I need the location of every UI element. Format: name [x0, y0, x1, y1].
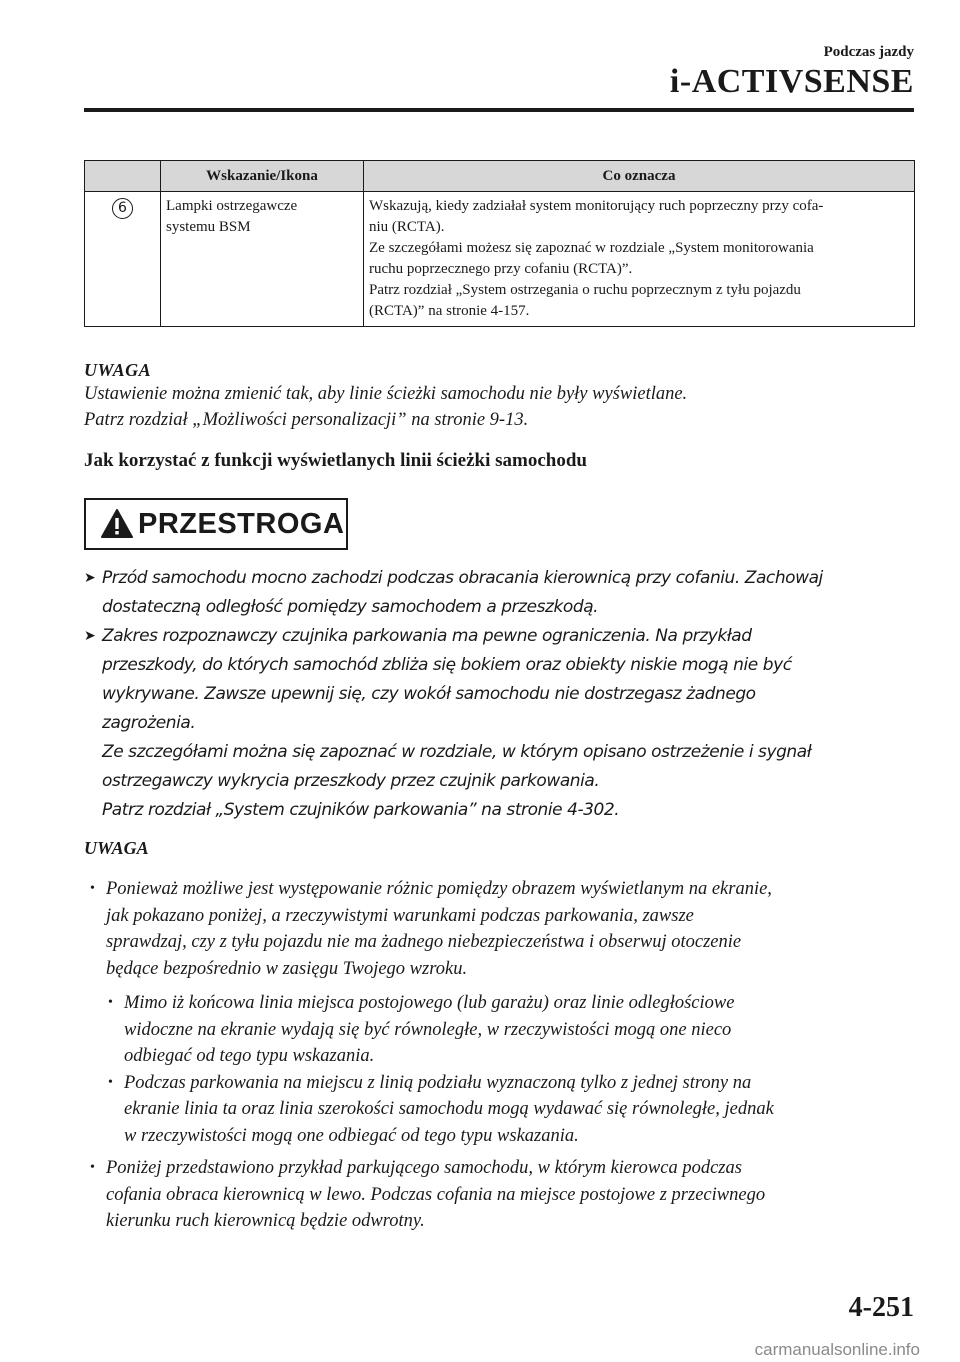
indicator-line: systemu BSM: [166, 219, 251, 235]
note-sub-bullet: [84, 990, 924, 1070]
note-bullet-list: [84, 1155, 924, 1235]
page-header: [670, 44, 914, 99]
caution-line: Patrz rozdział „System czujników parkowania” na stronie 4-302.: [102, 800, 620, 820]
note-sub-bullet: [84, 1070, 924, 1150]
arrow-bullet-icon: ➤: [84, 628, 96, 644]
table-header-number: [85, 161, 161, 192]
note-line: odbiegać od tego typu wskazania.: [124, 1046, 375, 1066]
caution-list: [84, 564, 924, 825]
meaning-line: niu (RCTA).: [369, 219, 445, 235]
indicator-table: [84, 160, 915, 327]
caution-item: [84, 622, 924, 825]
meaning-line: Patrz rozdział „System ostrzegania o ruchu poprzecznym z tyłu pojazdu: [369, 282, 801, 298]
note-title: UWAGA: [84, 360, 152, 380]
row-meaning-cell: [364, 192, 915, 327]
caution-box: [84, 498, 348, 550]
table-header-indicator: Wskazanie/Ikona: [161, 161, 364, 192]
caution-line: Zakres rozpoznawczy czujnika parkowania ma pewne ograniczenia. Na przykład: [102, 626, 752, 646]
note-line: Ustawienie można zmienić tak, aby linie ścieżki samochodu nie były wyświetlane.: [84, 384, 688, 404]
meaning-line: ruchu poprzecznego przy cofaniu (RCTA)”.: [369, 261, 633, 277]
page-number: 4-251: [848, 1292, 914, 1323]
note-line: Patrz rozdział „Możliwości personalizacji” na stronie 9-13.: [84, 410, 529, 430]
note-line: Poniżej przedstawiono przykład parkującego samochodu, w którym kierowca podczas: [106, 1158, 742, 1178]
note-line: widoczne na ekranie wydają się być równoległe, w rzeczywistości mogą one nieco: [124, 1019, 732, 1040]
meaning-line: (RCTA)” na stronie 4-157.: [369, 303, 530, 319]
watermark: carmanualsonline.info: [754, 1340, 920, 1359]
note-line: sprawdzaj, czy z tyłu pojazdu nie ma żadnego niebezpieczeństwa i obserwuj otoczenie: [106, 932, 742, 952]
arrow-bullet-icon: ➤: [84, 570, 96, 586]
row-number-cell: [85, 192, 161, 327]
note-bullet-list: [84, 876, 924, 982]
note-line: ekranie linia ta oraz linia szerokości samochodu mogą wydawać się równoległe, jednak: [124, 1099, 774, 1119]
caution-line: wykrywane. Zawsze upewnij się, czy wokół samochodu nie dostrzegasz żadnego: [102, 684, 756, 704]
caution-line: przeszkody, do których samochód zbliża się bokiem oraz obiekty niskie mogą nie być: [102, 655, 792, 675]
meaning-line: Wskazują, kiedy zadziałał system monitorujący ruch poprzeczny przy cofa-: [369, 198, 824, 214]
circled-number: 6: [112, 198, 133, 219]
caution-label: PRZESTROGA: [138, 507, 345, 540]
indicator-line: Lampki ostrzegawcze: [166, 198, 298, 214]
note-line: Ponieważ możliwe jest występowanie różnic pomiędzy obrazem wyświetlanym na ekranie,: [106, 879, 772, 899]
note-bullet: [84, 876, 924, 982]
bullet-dot-icon: •: [90, 881, 95, 896]
bullet-dot-icon: •: [108, 1074, 113, 1090]
note-sub-bullet-list: [84, 990, 924, 1149]
table-row: [85, 192, 915, 327]
caution-line: Ze szczegółami można się zapoznać w rozdziale, w którym opisano ostrzeżenie i sygnał: [102, 742, 812, 762]
warning-triangle-icon: [100, 508, 134, 540]
note-line: jak pokazano poniżej, a rzeczywistymi warunkami podczas parkowania, zawsze: [106, 905, 694, 926]
caution-line: zagrożenia.: [102, 713, 196, 733]
bullet-dot-icon: •: [90, 1160, 95, 1175]
note-line: kierunku ruch kierownicą będzie odwrotny.: [106, 1211, 425, 1231]
note-line: Mimo iż końcowa linia miejsca postojowego (lub garażu) oraz linie odległościowe: [124, 993, 735, 1013]
table-header-row: [85, 161, 915, 192]
note-block-1: [84, 360, 687, 433]
header-section-title: Podczas jazdy: [823, 44, 914, 60]
note-line: w rzeczywistości mogą one odbiegać od tego typu wskazania.: [124, 1125, 579, 1146]
header-chapter-title: i-ACTIVSENSE: [669, 63, 914, 100]
header-rule: [84, 108, 914, 112]
caution-line: ostrzegawczy wykrycia przeszkody przez czujnik parkowania.: [102, 771, 600, 791]
note-line: Podczas parkowania na miejscu z linią podziału wyznaczoną tylko z jednej strony na: [124, 1072, 752, 1093]
caution-line: dostateczną odległość pomiędzy samochodem a przeszkodą.: [102, 597, 599, 617]
note-title: UWAGA: [84, 838, 149, 858]
section-heading: Jak korzystać z funkcji wyświetlanych linii ścieżki samochodu: [84, 450, 587, 471]
table-header-meaning: Co oznacza: [364, 161, 915, 192]
bullet-dot-icon: •: [108, 995, 113, 1010]
note-line: cofania obraca kierownicą w lewo. Podczas cofania na miejsce postojowe z przeciwnego: [106, 1184, 766, 1205]
meaning-line: Ze szczegółami możesz się zapoznać w rozdziale „System monitorowania: [369, 240, 814, 256]
caution-line: Przód samochodu mocno zachodzi podczas obracania kierownicą przy cofaniu. Zachowaj: [102, 568, 823, 588]
row-indicator-cell: [161, 192, 364, 327]
note-line: będące bezpośrednio w zasięgu Twojego wzroku.: [106, 958, 468, 979]
note-bullet: [84, 1155, 924, 1235]
caution-item: [84, 564, 924, 622]
